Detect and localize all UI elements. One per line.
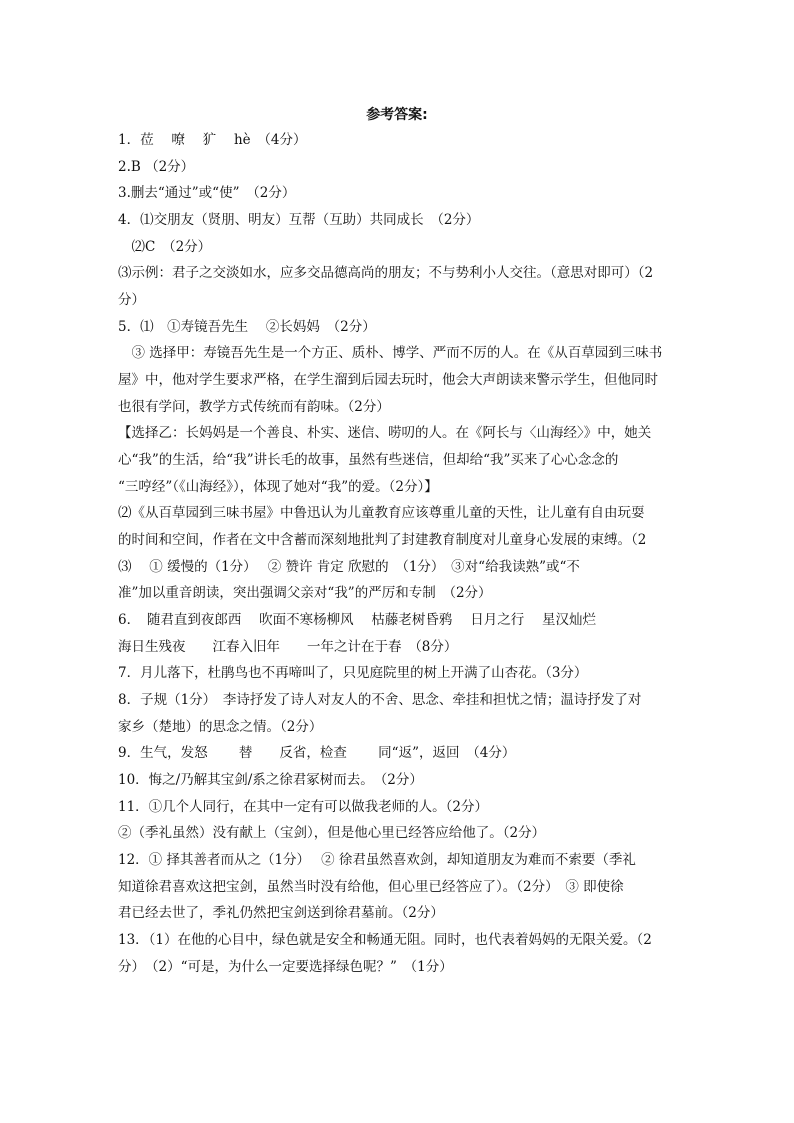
answer-line: ⑶ ① 缓慢的（1分） ② 赞许 肯定 欣慰的 （1分） ③对“给我读熟”或“不 xyxy=(118,559,580,575)
answer-line: 海日生残夜 江春入旧年 一年之计在于春 （8分） xyxy=(118,639,458,655)
answer-line: ②（季礼虽然）没有献上（宝剑），但是他心里已经答应给他了。（2分） xyxy=(118,825,546,841)
answer-line: 7．月儿落下，杜鹃鸟也不再啼叫了，只见庭院里的树上开满了山杏花。（3分） xyxy=(118,665,588,681)
answer-line: 11．①几个人同行，在其中一定有可以做我老师的人。（2分） xyxy=(118,799,489,815)
answer-line: 屋》中，他对学生要求严格，在学生溜到后园去玩时，他会大声朗读来警示学生，但他同时 xyxy=(118,372,658,388)
answer-line: 【选择乙：长妈妈是一个善良、朴实、迷信、唠叨的人。在《阿长与〈山海经〉》中，她关 xyxy=(118,425,652,441)
answer-line: 家乡（楚地）的思念之情。（2分） xyxy=(118,719,323,735)
answer-line: 9．生气，发怒 替 反省，检查 同“返”，返回 （4分） xyxy=(118,745,516,761)
answer-line: 分） xyxy=(118,292,145,308)
answer-line: 2.B （2分） xyxy=(118,159,195,175)
answer-line: 知道徐君喜欢这把宝剑，虽然当时没有给他，但心里已经答应了）。（2分） ③ 即使徐 xyxy=(118,879,624,895)
answer-line: 3.删去“通过”或“使” （2分） xyxy=(118,185,296,201)
answer-line: 分） （2）“可是，为什么一定要选择绿色呢？” （1分） xyxy=(118,959,453,975)
answer-line: 13．（1）在他的心目中，绿色就是安全和畅通无阻。同时，也代表着妈妈的无限关爱。（2 xyxy=(118,932,652,948)
answer-line: ⑶示例：君子之交淡如水，应多交品德高尚的朋友；不与势利小人交往。（意思对即可）（2 xyxy=(118,265,654,281)
answer-line: 4．⑴交朋友（贤朋、明友）互帮（互助）共同成长 （2分） xyxy=(118,212,480,228)
answer-line: 10．悔之/乃解其宝剑/系之徐君冢树而去。 （2分） xyxy=(118,772,423,788)
answer-line: 准”加以重音朗读，突出强调父亲对“我”的严厉和专制 （2分） xyxy=(118,585,492,601)
answer-line: 心“我”的生活，给“我”讲长毛的故事，虽然有些迷信，但却给“我”买来了心心念念的 xyxy=(118,452,619,468)
answer-line: 1．莅 嘹 犷 hè （4分） xyxy=(118,132,307,148)
page-title: 参考答案: xyxy=(366,107,428,123)
answer-line: 君已经去世了，季礼仍然把宝剑送到徐君墓前。（2分） xyxy=(118,905,444,921)
answer-line: 8．子规（1分） 李诗抒发了诗人对友人的不舍、思念、牵挂和担忧之情；温诗抒发了对 xyxy=(118,692,642,708)
answer-line: ⑵《从百草园到三味书屋》中鲁迅认为儿童教育应该尊重儿童的天性，让儿童有自由玩耍 xyxy=(118,505,645,521)
answer-line: 12．① 择其善者而从之（1分） ② 徐君虽然喜欢剑，却知道朋友为难而不索要（季礼 xyxy=(118,852,636,868)
answer-line: 的时间和空间，作者在文中含蓄而深刻地批判了封建教育制度对儿童身心发展的束缚。（2 xyxy=(118,532,647,548)
answer-line: ⑵C （2分） xyxy=(118,239,212,255)
answer-line: “三哼经”（《山海经》），体现了她对“我”的爱。（2分）】 xyxy=(118,479,438,495)
answer-line: ③ 选择甲：寿镜吾先生是一个方正、质朴、博学、严而不厉的人。在《从百草园到三味书 xyxy=(118,345,663,361)
answer-line: 6． 随君直到夜郎西 吹面不寒杨柳风 枯藤老树昏鸦 日月之行 星汉灿烂 xyxy=(118,612,597,628)
answer-line: 也很有学问，教学方式传统而有韵味。（2分） xyxy=(118,399,390,415)
answer-line: 5．⑴ ①寿镜吾先生 ②长妈妈 （2分） xyxy=(118,319,376,335)
